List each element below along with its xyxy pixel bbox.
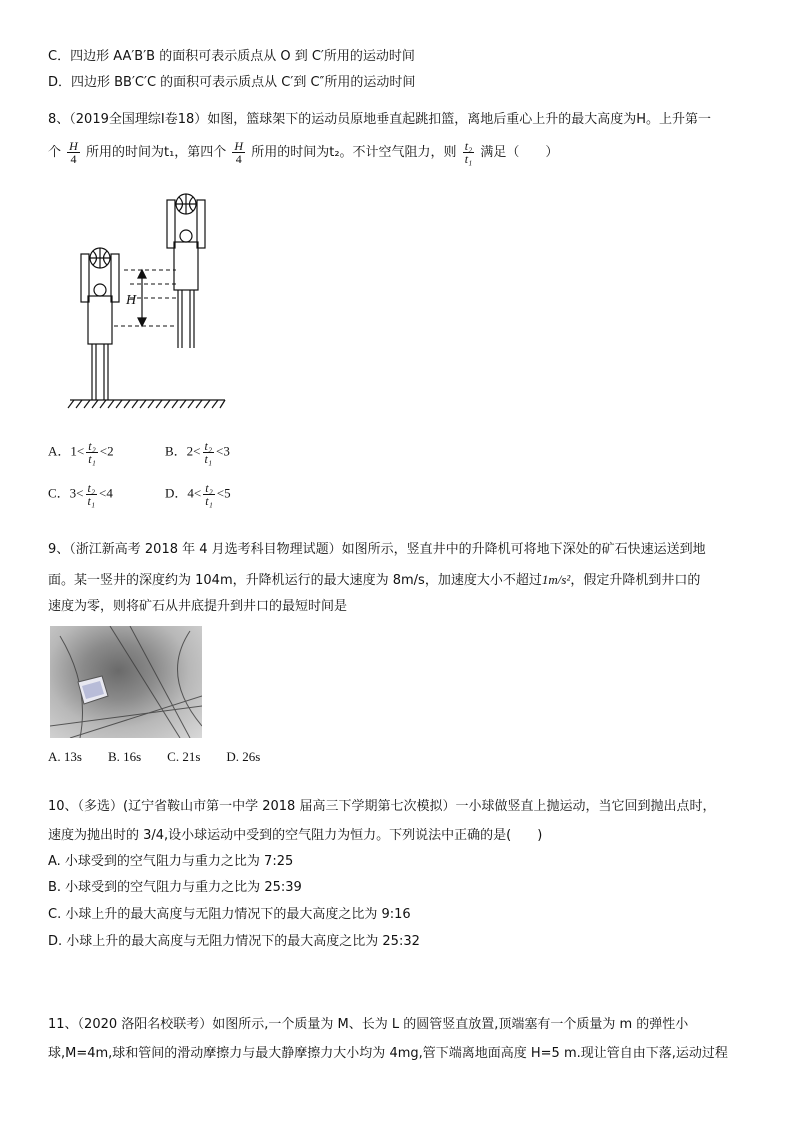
q11-stem-line1: 11、（2020 洛阳名校联考）如图所示,一个质量为 M、长为 L 的圆管竖直放置,顶端塞有一个质量为 m 的弹性小 <box>48 1017 689 1032</box>
q10-stem-line1: 10、（多选）(辽宁省鞍山市第一中学 2018 届高三下学期第七次模拟）一小球做竖直上抛运动，当它回到抛出点时， <box>48 799 716 814</box>
frac-denominator: 4 <box>235 152 242 166</box>
frac-denominator: 4 <box>70 152 77 166</box>
q8-text-c: 所用的时间为t₂。不计空气阻力，则 <box>251 145 457 160</box>
q8-option-c: C．3< $\frac{\text{t₂}}{\text{t₁}}$ <4 <box>48 481 113 508</box>
q9-text-a: 面。某一竖井的深度约为 104m，升降机运行的最大速度为 8m/s，加速度大小不超过 <box>48 573 542 588</box>
q8-fraction-h4 <box>67 140 80 165</box>
q8-text-b: 所用的时间为t₁，第四个 <box>85 145 227 160</box>
q8-option-b: B．2< $\frac{\text{t₂}}{\text{t₁}}$ <3 <box>165 439 230 466</box>
q10-stem-line2: 速度为抛出时的 3/4,设小球运动中受到的空气阻力为恒力。下列说法中正确的是( ) <box>48 828 543 843</box>
q9-stem-line2 <box>48 570 700 591</box>
q10-option-c: C. 小球上升的最大高度与无阻力情况下的最大高度之比为 9:16 <box>48 907 411 922</box>
q9-stem-line1: 9、（浙江新高考 2018 年 4 月选考科目物理试题）如图所示，竖直井中的升降机可将地下深处的矿石快速运送到地 <box>48 542 706 557</box>
frac-numerator: H <box>234 139 244 153</box>
q8-option-a: A．1< $\frac{\text{t₂}}{\text{t₁}}$ <2 <box>48 439 114 466</box>
q8-stem-line1: 8、（2019全国理综Ⅰ卷18）如图，篮球架下的运动员原地垂直起跳扣篮，离地后重心上升的最大高度为H。上升第一 <box>48 112 712 127</box>
q8-text-a: 个 <box>48 145 62 160</box>
q9-options: A. 13s B. 16s C. 21s D. 26s <box>48 749 261 764</box>
q8-fraction-h4-second <box>232 140 245 165</box>
q7-option-d: D．四边形 BB′C′C 的面积可表示质点从 C′到 C″所用的运动时间 <box>48 75 416 90</box>
q10-option-b: B. 小球受到的空气阻力与重力之比为 25:39 <box>48 880 302 895</box>
q11-stem-line2: 球,M=4m,球和管间的滑动摩擦力与最大静摩擦力大小均为 4mg,管下端离地面高度 H=5 m.现让管自由下落,运动过程 <box>48 1046 728 1061</box>
frac-denominator: t₁ <box>464 152 473 166</box>
mine-shaft-photo <box>50 626 202 738</box>
frac-numerator: H <box>69 139 78 153</box>
mine-shaft-illustration <box>50 626 202 738</box>
q10-option-a: A. 小球受到的空气阻力与重力之比为 7:25 <box>48 854 294 869</box>
q8-basketball-figure <box>60 188 240 413</box>
height-label: H <box>126 293 137 308</box>
q9-stem-line3: 速度为零，则将矿石从井底提升到井口的最短时间是 <box>48 599 348 614</box>
q8-option-d: D．4< $\frac{\text{t₂}}{\text{t₁}}$ <5 <box>165 481 231 508</box>
q10-option-d: D. 小球上升的最大高度与无阻力情况下的最大高度之比为 25:32 <box>48 934 420 949</box>
q7-option-c: C．四边形 AA′B′B 的面积可表示质点从 O 到 C′所用的运动时间 <box>48 49 415 64</box>
q8-ratio-fraction <box>463 140 475 165</box>
frac-numerator: t₂ <box>464 139 473 153</box>
q9-acceleration: 1m/s² <box>541 572 571 587</box>
q8-text-d: 满足（ ） <box>480 145 559 160</box>
q8-stem-line2 <box>48 140 558 165</box>
q9-text-b: ，假定升降机到井口的 <box>570 573 701 588</box>
